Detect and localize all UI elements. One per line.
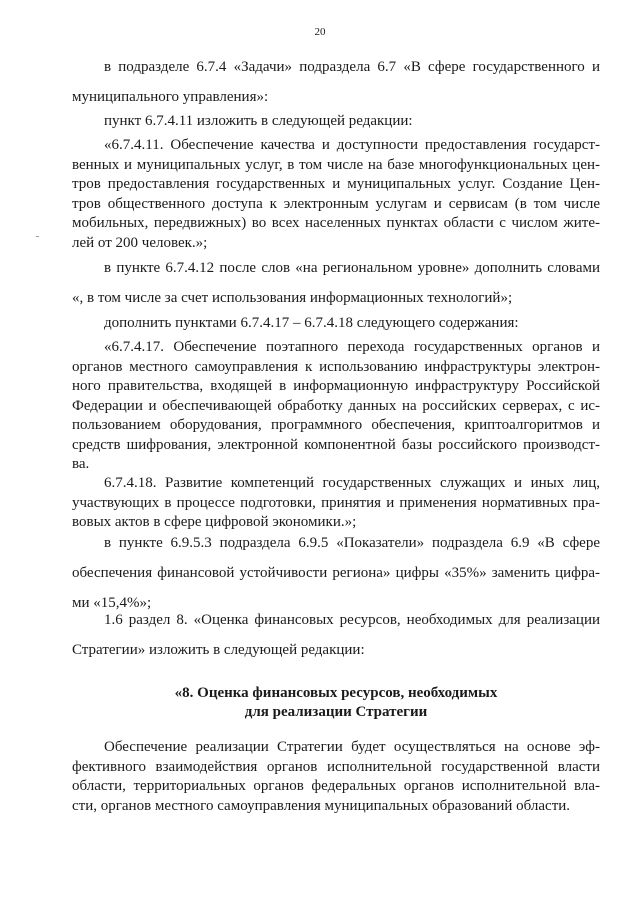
paragraph-item-6-7-4-11-text — [72, 136, 600, 253]
text-line: в подразделе 6.7.4 «Задачи» подраздела 6.7 «В сфере государственного и — [104, 59, 600, 75]
paragraph-item-6-7-4-18 — [72, 474, 600, 533]
text-line: венных и муниципальных услуг, в том числе на базе многофункциональных цен- — [72, 156, 600, 173]
text-line: «6.7.4.11. Обеспечение качества и доступности предоставления государст- — [104, 137, 600, 153]
text-line: Федерации и обеспечивающей обработку данных на российских серверах, с ис- — [72, 397, 600, 414]
heading-line: «8. Оценка финансовых ресурсов, необходимых — [174, 685, 498, 701]
text-line: тров предоставления государственных и муниципальных услуг. Создание Цен- — [72, 176, 600, 192]
text-line: сти, органов местного самоуправления муниципальных образований области. — [72, 797, 571, 814]
text-line: муниципального управления»: — [72, 89, 269, 105]
text-line: обеспечения финансовой устойчивости региона» цифры «35%» заменить цифра- — [72, 565, 600, 581]
text-line: ми «15,4%»; — [72, 595, 152, 611]
text-line: дополнить пунктами 6.7.4.17 – 6.7.4.18 следующего содержания: — [104, 315, 519, 331]
text-line: вовых актов в сфере цифровой экономики.»; — [72, 514, 357, 530]
text-line: фективного взаимодействия органов исполнительной государственной власти — [72, 758, 600, 775]
paragraph-item-6-7-4-17 — [72, 338, 600, 475]
paragraph-item-6-7-4-11-intro — [72, 106, 600, 136]
text-line: ва. — [72, 456, 90, 472]
text-line: ного правительства, входящей в информационную инфраструктуру Российской — [72, 378, 600, 394]
text-line: средств шифрования, электронной компонентной базы российского производст- — [72, 436, 600, 453]
text-line: лей от 200 человек.»; — [72, 234, 208, 251]
margin-mark — [36, 236, 39, 237]
text-line: «6.7.4.17. Обеспечение поэтапного перехода государственных органов и — [104, 339, 600, 355]
text-line: пункт 6.7.4.11 изложить в следующей редакции: — [104, 113, 413, 129]
text-line: в пункте 6.7.4.12 после слов «на региональном уровне» дополнить словами — [104, 260, 600, 276]
text-line: 6.7.4.18. Развитие компетенций государственных служащих и иных лиц, — [104, 475, 600, 491]
text-line: Стратегии» изложить в следующей редакции: — [72, 642, 365, 658]
paragraph-section-8-text — [72, 738, 600, 816]
text-line: пользованием оборудования, программного обеспечения, криптоалгоритмов и — [72, 417, 600, 433]
text-line: участвующих в процессе подготовки, принятия и применения нормативных пра- — [72, 494, 600, 511]
text-line: 1.6 раздел 8. «Оценка финансовых ресурсов, необходимых для реализации — [104, 612, 600, 628]
text-line: «, в том числе за счет использования информационных технологий»; — [72, 290, 513, 306]
page-number: 20 — [314, 26, 326, 38]
text-line: органов местного самоуправления к использованию инфраструктуры электрон- — [72, 358, 600, 375]
text-line: мобильных, передвижных) во всех населенных пунктах области с числом жите- — [72, 215, 600, 231]
text-line: тров общественного доступа к электронным услугам и сервисам (в том числе — [72, 195, 600, 212]
heading-line: для реализации Стратегии — [244, 704, 428, 720]
section-heading — [72, 684, 600, 722]
paragraph-section-8-intro — [72, 605, 600, 665]
text-line: области, территориальных органов федеральных органов исполнительной вла- — [72, 778, 600, 794]
paragraph-add-items — [72, 308, 600, 338]
text-line: Обеспечение реализации Стратегии будет осуществляться на основе эф- — [104, 739, 600, 755]
paragraph-item-6-7-4-12 — [72, 253, 600, 313]
paragraph-subsection-6-7-4 — [72, 52, 600, 112]
text-line: в пункте 6.9.5.3 подраздела 6.9.5 «Показатели» подраздела 6.9 «В сфере — [104, 535, 600, 551]
